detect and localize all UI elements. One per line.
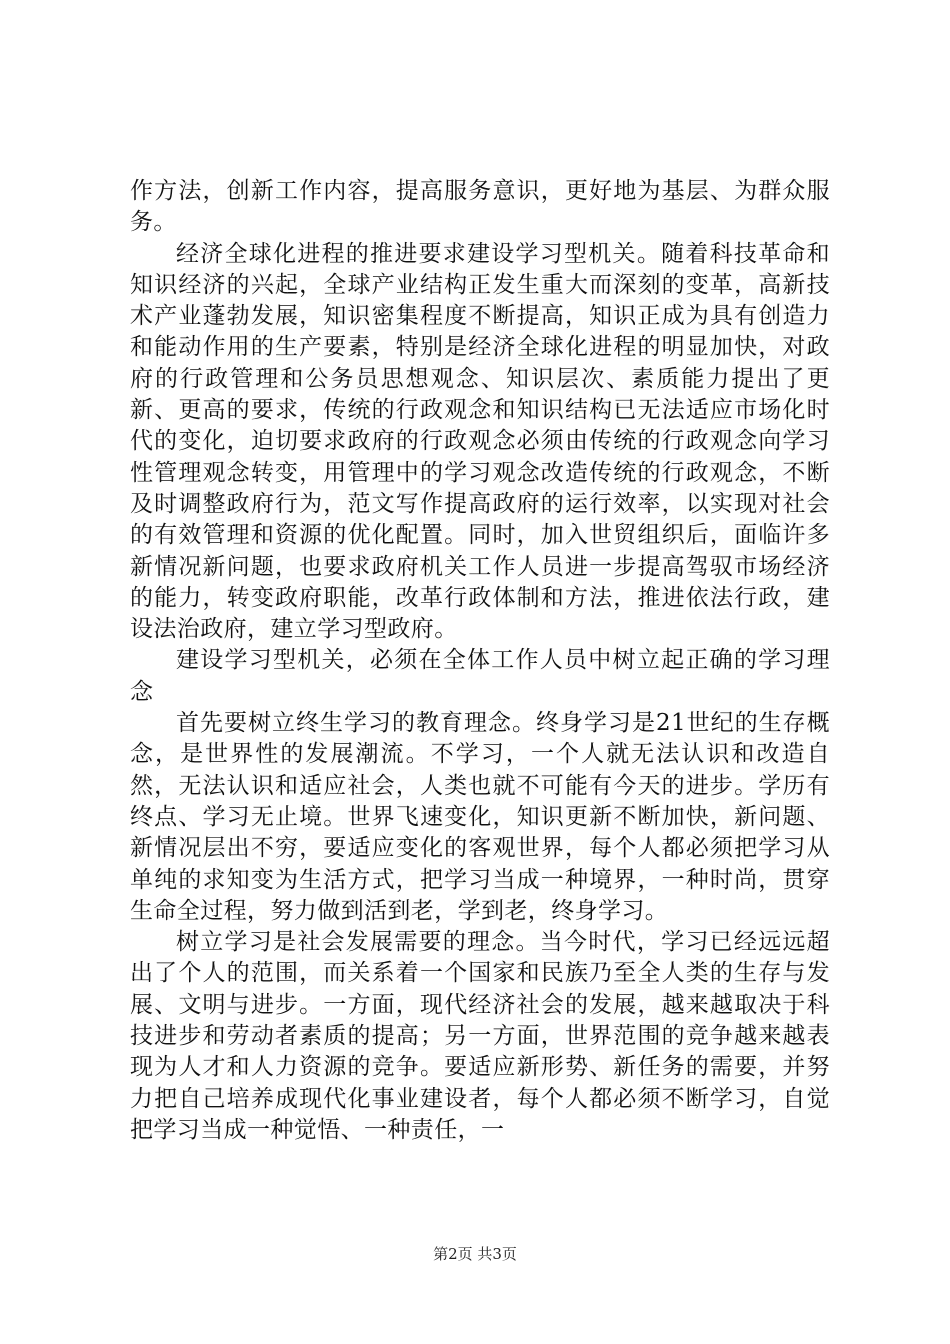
document-body — [130, 176, 830, 1146]
paragraph-learning-concept-heading: 建设学习型机关，必须在全体工作人员中树立起正确的学习理念 — [130, 647, 830, 705]
paragraph-lifelong-learning: 首先要树立终生学习的教育理念。终身学习是21世纪的生存概念，是世界性的发展潮流。不学习，一个人就无法认识和改造自然，无法认识和适应社会，人类也就不可能有今天的进步。学历有终点、学习无止境。世界飞速变化，知识更新不断加快，新问题、新情况层出不穷，要适应变化的客观世界，每个人都必须把学习从单纯的求知变为生活方式，把学习当成一种境界，一种时尚，贯穿生命全过程，努力做到活到老，学到老，终身学习。 — [130, 710, 830, 924]
page-number-footer: 第2页 共3页 — [433, 1245, 517, 1263]
paragraph-continuation: 作方法，创新工作内容，提高服务意识，更好地为基层、为群众服务。 — [130, 178, 830, 236]
paragraph-social-development: 树立学习是社会发展需要的理念。当今时代，学习已经远远超出了个人的范围，而关系着一个国家和民族乃至全人类的生存与发展、文明与进步。一方面，现代经济社会的发展，越来越取决于科技进步和劳动者素质的提高；另一方面，世界范围的竞争越来越表现为人才和人力资源的竞争。要适应新形势、新任务的需要，并努力把自己培养成现代化事业建设者，每个人都必须不断学习，自觉把学习当成一种觉悟、一种责任，一 — [130, 929, 830, 1143]
paragraph-globalization: 经济全球化进程的推进要求建设学习型机关。随着科技革命和知识经济的兴起，全球产业结构正发生重大而深刻的变革，高新技术产业蓬勃发展，知识密集程度不断提高，知识正成为具有创造力和能动作用的生产要素，特别是经济全球化进程的明显加快，对政府的行政管理和公务员思想观念、知识层次、素质能力提出了更新、更高的要求，传统的行政观念和知识结构已无法适应市场化时代的变化，迫切要求政府的行政观念必须由传统的行政观念向学习性管理观念转变，用管理中的学习观念改造传统的行政观念，不断及时调整政府行为，范文写作提高政府的运行效率，以实现对社会的有效管理和资源的优化配置。同时，加入世贸组织后，面临许多新情况新问题，也要求政府机关工作人员进一步提高驾驭市场经济的能力，转变政府职能，改革行政体制和方法，推进依法行政，建设法治政府，建立学习型政府。 — [130, 240, 830, 643]
